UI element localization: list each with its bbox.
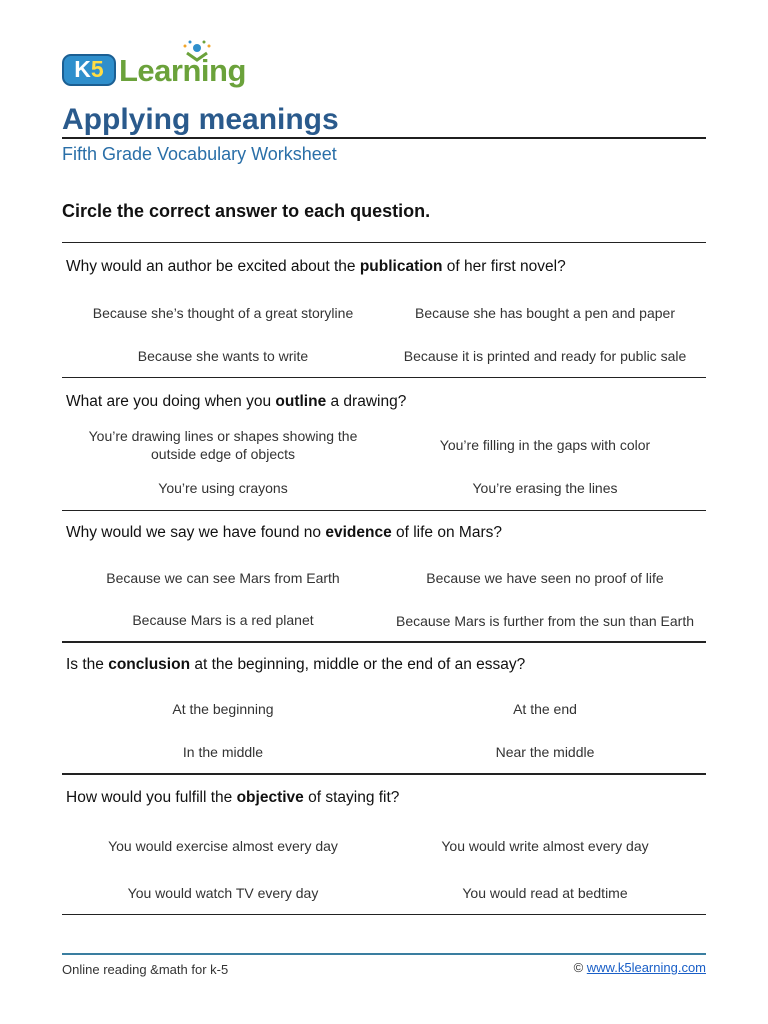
answer-option[interactable]: Because she has bought a pen and paper bbox=[415, 305, 675, 321]
logo-figure-icon bbox=[180, 40, 214, 70]
answer-option[interactable]: You’re erasing the lines bbox=[472, 480, 618, 496]
answer-option[interactable]: Because Mars is a red planet bbox=[132, 612, 314, 628]
instructions: Circle the correct answer to each question. bbox=[62, 201, 431, 221]
question-divider bbox=[62, 914, 706, 915]
answer-option[interactable]: Because she wants to write bbox=[137, 348, 309, 364]
question-divider bbox=[62, 773, 706, 775]
answer-option[interactable]: Because Mars is further from the sun than Earth bbox=[395, 613, 695, 629]
question-divider bbox=[62, 377, 706, 378]
vocab-term: outline bbox=[275, 393, 327, 410]
k5-badge: K5 bbox=[62, 54, 116, 86]
answer-option[interactable]: Because we have seen no proof of life bbox=[426, 570, 664, 586]
answer-option[interactable]: At the beginning bbox=[172, 701, 274, 717]
question-4: Is the conclusion at the beginning, middle or the end of an essay? bbox=[66, 656, 526, 673]
answer-option[interactable]: Near the middle bbox=[495, 744, 595, 760]
question-divider bbox=[62, 510, 706, 511]
answer-option[interactable]: You’re drawing lines or shapes showing the outside edge of objects bbox=[88, 428, 358, 462]
question-3: Why would we say we have found no evidence of life on Mars? bbox=[66, 524, 502, 541]
page-subtitle: Fifth Grade Vocabulary Worksheet bbox=[62, 144, 337, 164]
vocab-term: conclusion bbox=[108, 656, 191, 673]
question-divider bbox=[62, 242, 706, 243]
answer-option[interactable]: At the end bbox=[513, 701, 577, 717]
question-1: Why would an author be excited about the publication of her first novel? bbox=[66, 258, 566, 275]
vocab-term: objective bbox=[236, 789, 304, 806]
logo-wordmark: Learning bbox=[119, 53, 246, 88]
answer-option[interactable]: You’re using crayons bbox=[158, 480, 288, 496]
question-2: What are you doing when you outline a drawing? bbox=[66, 393, 407, 410]
answer-option[interactable]: You would read at bedtime bbox=[462, 885, 628, 901]
question-divider bbox=[62, 641, 706, 643]
answer-option[interactable]: Because we can see Mars from Earth bbox=[106, 570, 340, 586]
page-title: Applying meanings bbox=[62, 103, 339, 136]
answer-option[interactable]: In the middle bbox=[182, 744, 264, 760]
vocab-term: evidence bbox=[325, 524, 392, 541]
footer-tagline: Online reading &math for k-5 bbox=[62, 962, 229, 977]
answer-option[interactable]: You would watch TV every day bbox=[127, 885, 319, 901]
website-link[interactable]: www.k5learning.com bbox=[586, 960, 706, 975]
title-divider bbox=[62, 137, 706, 139]
answer-option[interactable]: Because she’s thought of a great storyline bbox=[92, 305, 354, 321]
copyright-icon: © bbox=[573, 960, 584, 975]
footer-link-group bbox=[574, 960, 706, 975]
vocab-term: publication bbox=[359, 258, 443, 275]
answer-option[interactable]: Because it is printed and ready for public sale bbox=[403, 348, 687, 364]
answer-option[interactable]: You would write almost every day bbox=[441, 838, 649, 854]
answer-option[interactable]: You would exercise almost every day bbox=[108, 838, 338, 854]
footer-divider bbox=[62, 953, 706, 955]
question-5: How would you fulfill the objective of staying fit? bbox=[66, 789, 400, 806]
answer-option[interactable]: You’re filling in the gaps with color bbox=[439, 437, 651, 453]
